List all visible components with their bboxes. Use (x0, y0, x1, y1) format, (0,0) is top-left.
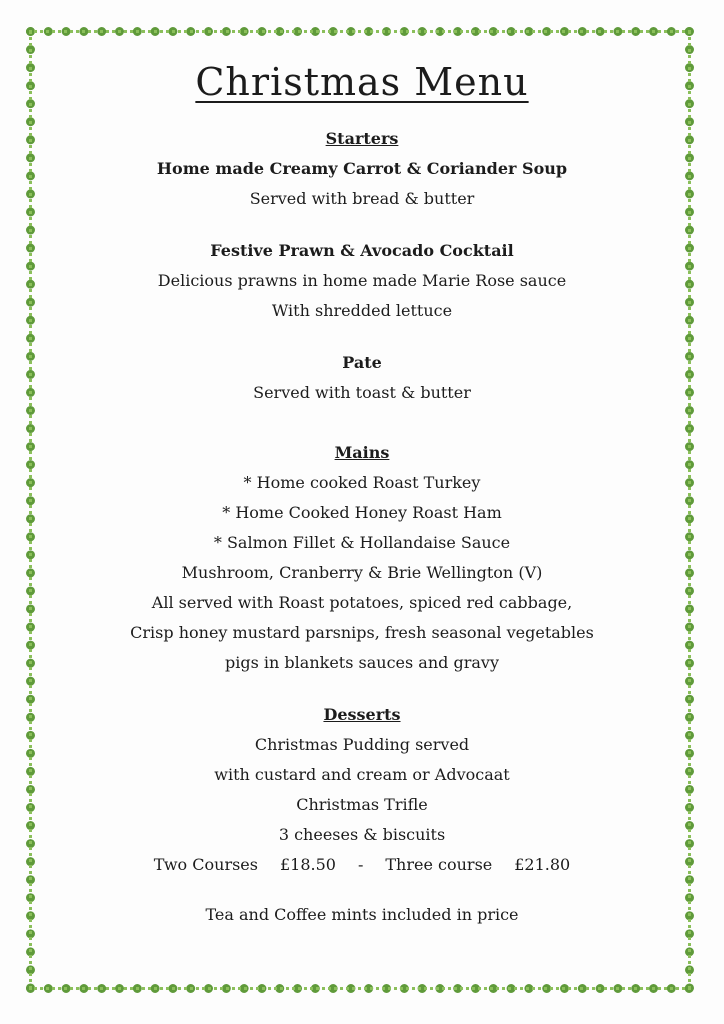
three-courses-label: Three course (385, 855, 493, 874)
price-separator: - (357, 855, 364, 874)
starter-dish-description: Delicious prawns in home made Marie Rose sauce (157, 271, 567, 290)
two-courses-label: Two Courses (153, 855, 258, 874)
starter-dish-description: Served with bread & butter (249, 189, 475, 208)
dessert-item: Christmas Pudding served (254, 735, 470, 754)
starter-dish-description: Served with toast & butter (253, 383, 471, 402)
dessert-item: with custard and cream or Advocaat (214, 765, 510, 784)
footnote: Tea and Coffee mints included in price (205, 905, 519, 924)
mains-item: Mushroom, Cranberry & Brie Wellington (V) (181, 563, 543, 582)
menu-title: Christmas Menu (195, 60, 529, 104)
three-courses-price: £21.80 (514, 855, 571, 874)
mains-item: * Home cooked Roast Turkey (243, 473, 481, 492)
starters-heading: Starters (325, 129, 399, 148)
two-courses-price: £18.50 (279, 855, 336, 874)
mains-item: * Home Cooked Honey Roast Ham (222, 503, 502, 522)
price-row (40, 850, 684, 880)
mains-item: pigs in blankets sauces and gravy (225, 653, 499, 672)
mains-heading: Mains (334, 443, 390, 462)
desserts-section (40, 700, 684, 850)
mains-item: Crisp honey mustard parsnips, fresh seasonal vegetables (130, 623, 594, 642)
starter-dish-description: With shredded lettuce (271, 301, 453, 320)
starter-dish-name: Pate (342, 353, 382, 372)
desserts-heading: Desserts (323, 705, 401, 724)
dessert-item: Christmas Trifle (296, 795, 428, 814)
menu-content (40, 50, 684, 930)
mains-item: * Salmon Fillet & Hollandaise Sauce (213, 533, 511, 552)
dessert-item: 3 cheeses & biscuits (278, 825, 446, 844)
starter-dish-name: Home made Creamy Carrot & Coriander Soup (156, 159, 568, 178)
mains-section (40, 438, 684, 678)
starters-section (40, 124, 684, 408)
starter-dish-name: Festive Prawn & Avocado Cocktail (210, 241, 514, 260)
mains-item: All served with Roast potatoes, spiced red cabbage, (151, 593, 573, 612)
